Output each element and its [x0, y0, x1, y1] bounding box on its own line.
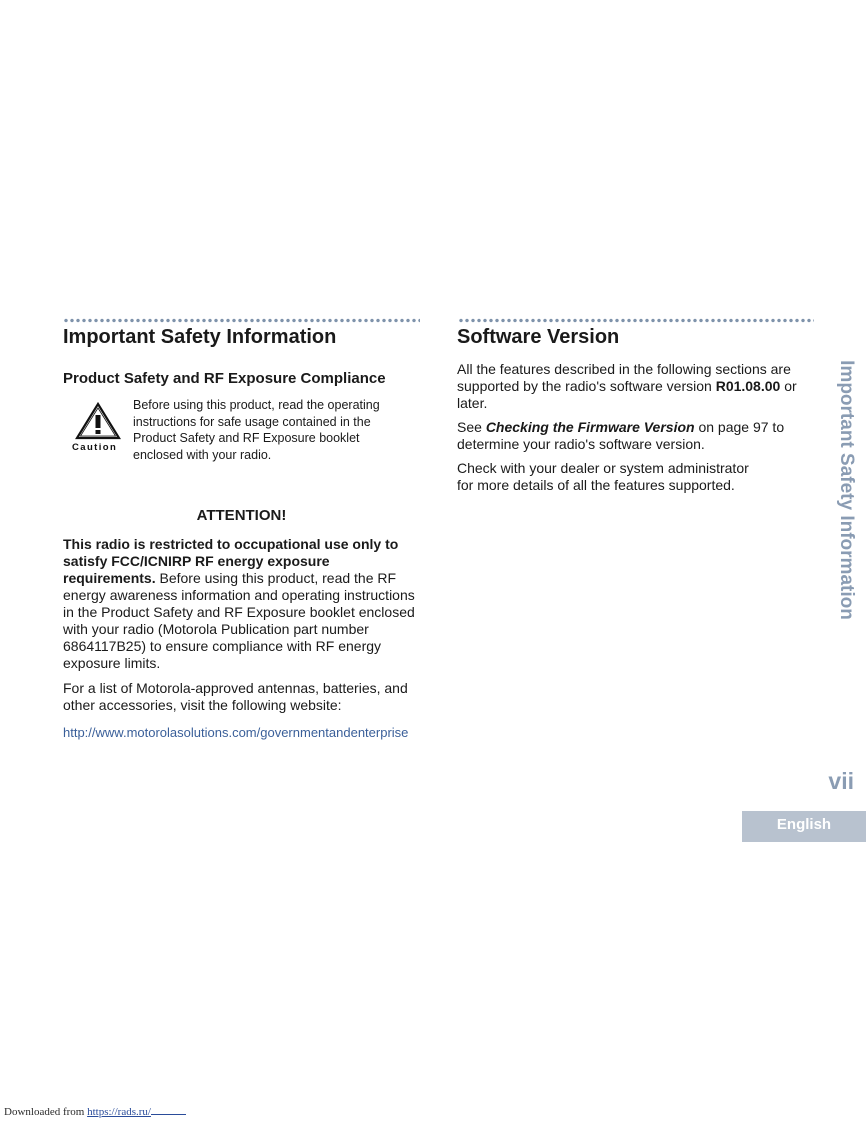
attention-body-text: Before using this product, read the RF energy awareness information and operating instructions in the Product Safety and RF Exposure booklet enclosed with your radio (Motorola Publication part number 6864117B25) to ensure compliance with RF energy exposure limits.	[63, 570, 415, 671]
firmware-reference-paragraph	[457, 419, 807, 453]
side-tab-label: Important Safety Information	[836, 360, 857, 620]
accessories-url-line	[63, 724, 433, 741]
caution-label: Caution	[72, 442, 118, 453]
footer-link[interactable]: https://rads.ru/	[87, 1106, 151, 1118]
section-divider-left	[63, 318, 420, 323]
firmware-see-text: See	[457, 419, 486, 435]
firmware-page-text: on page 97 to determine your radio's software version.	[457, 419, 785, 452]
software-version-suffix: or later.	[457, 378, 797, 411]
software-version-text: All the features described in the following sections are supported by the radio's software version	[457, 361, 791, 394]
section-title-software: Software Version	[457, 326, 620, 348]
accessories-paragraph: For a list of Motorola-approved antennas, batteries, and other accessories, visit the following website:	[63, 680, 408, 713]
attention-heading: ATTENTION!	[196, 507, 287, 524]
footer	[4, 1104, 186, 1118]
section-title-safety: Important Safety Information	[63, 326, 337, 348]
caution-icon	[75, 402, 121, 440]
subheading-rf-compliance: Product Safety and RF Exposure Compliance	[63, 370, 386, 387]
dealer-paragraph: Check with your dealer or system administrator for more details of all the features supported.	[457, 460, 749, 493]
language-tab: English	[742, 811, 866, 842]
attention-paragraph	[63, 536, 423, 672]
software-version-number: R01.08.00	[715, 378, 781, 394]
section-divider-right	[458, 318, 814, 323]
footer-underline	[151, 1104, 186, 1115]
attention-bold-text: This radio is restricted to occupational use only to satisfy FCC/ICNIRP RF energy exposure requirements.	[63, 536, 399, 586]
accessories-url-link[interactable]: http://www.motorolasolutions.com/governmentandenterprise	[63, 725, 409, 740]
firmware-xref-link[interactable]: Checking the Firmware Version	[485, 419, 695, 435]
page-number: vii	[828, 768, 854, 794]
footer-prefix: Downloaded from	[4, 1106, 88, 1118]
caution-text: Before using this product, read the operating instructions for safe usage contained in the Product Safety and RF Exposure booklet enclosed with your radio.	[133, 398, 380, 462]
software-version-paragraph	[457, 361, 807, 412]
caution-block	[72, 402, 124, 458]
